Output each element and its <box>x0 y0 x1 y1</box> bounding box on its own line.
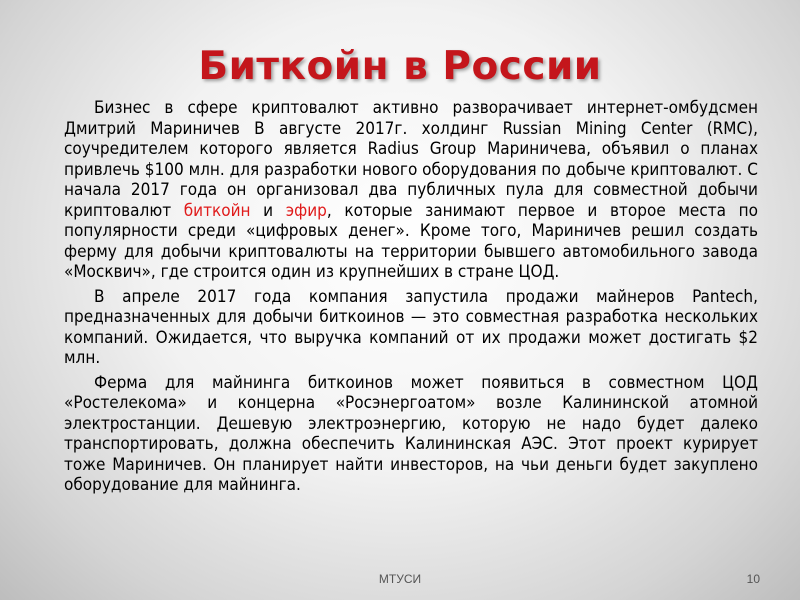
slide-body <box>64 98 758 500</box>
slide-title: Биткойн в России <box>198 44 602 89</box>
paragraph-1-text-c: , которые занимают первое и второе места по популярности среди «цифровых денег». Кроме того, Мариничев решил создать ферму для добычи криптовалюты на территории бывшего автомобильного завода «Москвич», где строится один из крупнейших в стране ЦОД. <box>64 200 758 282</box>
ether-link[interactable]: эфир <box>285 200 327 221</box>
paragraph-3: Ферма для майнинга биткоинов может появиться в совместном ЦОД «Ростелекома» и концерна «Росэнергоатом» возле Калининской атомной электростанции. Дешевую электроэнергию, которую не надо будет далеко транспортировать, должна обеспечить Калининская АЭС. Этот проект курирует тоже Мариничев. Он планирует найти инвесторов, на чьи деньги будет закуплено оборудование для майнинга. <box>64 372 758 495</box>
paragraph-1 <box>64 98 758 283</box>
bitcoin-link[interactable]: биткойн <box>183 200 251 221</box>
paragraph-2: В апреле 2017 года компания запустила продажи майнеров Pantech, предназначенных для добычи биткоинов — это совместная разработка нескольких компаний. Ожидается, что выручка компаний от их продажи может достигать $2 млн. <box>64 286 758 368</box>
paragraph-1-text-a: Бизнес в сфере криптовалют активно разворачивает интернет-омбудсмен Дмитрий Мариничев В августе 2017г. холдинг Russian Mining Center (RMC), соучредителем которого является Radius Group Мариничева, объявил о планах привлечь $100 млн. для разработки нового оборудования по добыче криптовалют. С начала 2017 года он организовал два публичных пула для совместной добычи криптовалют <box>64 98 758 221</box>
paragraph-1-text-b: и <box>250 200 286 221</box>
page-number: 10 <box>746 572 760 586</box>
footer-text: МТУСИ <box>378 572 422 586</box>
